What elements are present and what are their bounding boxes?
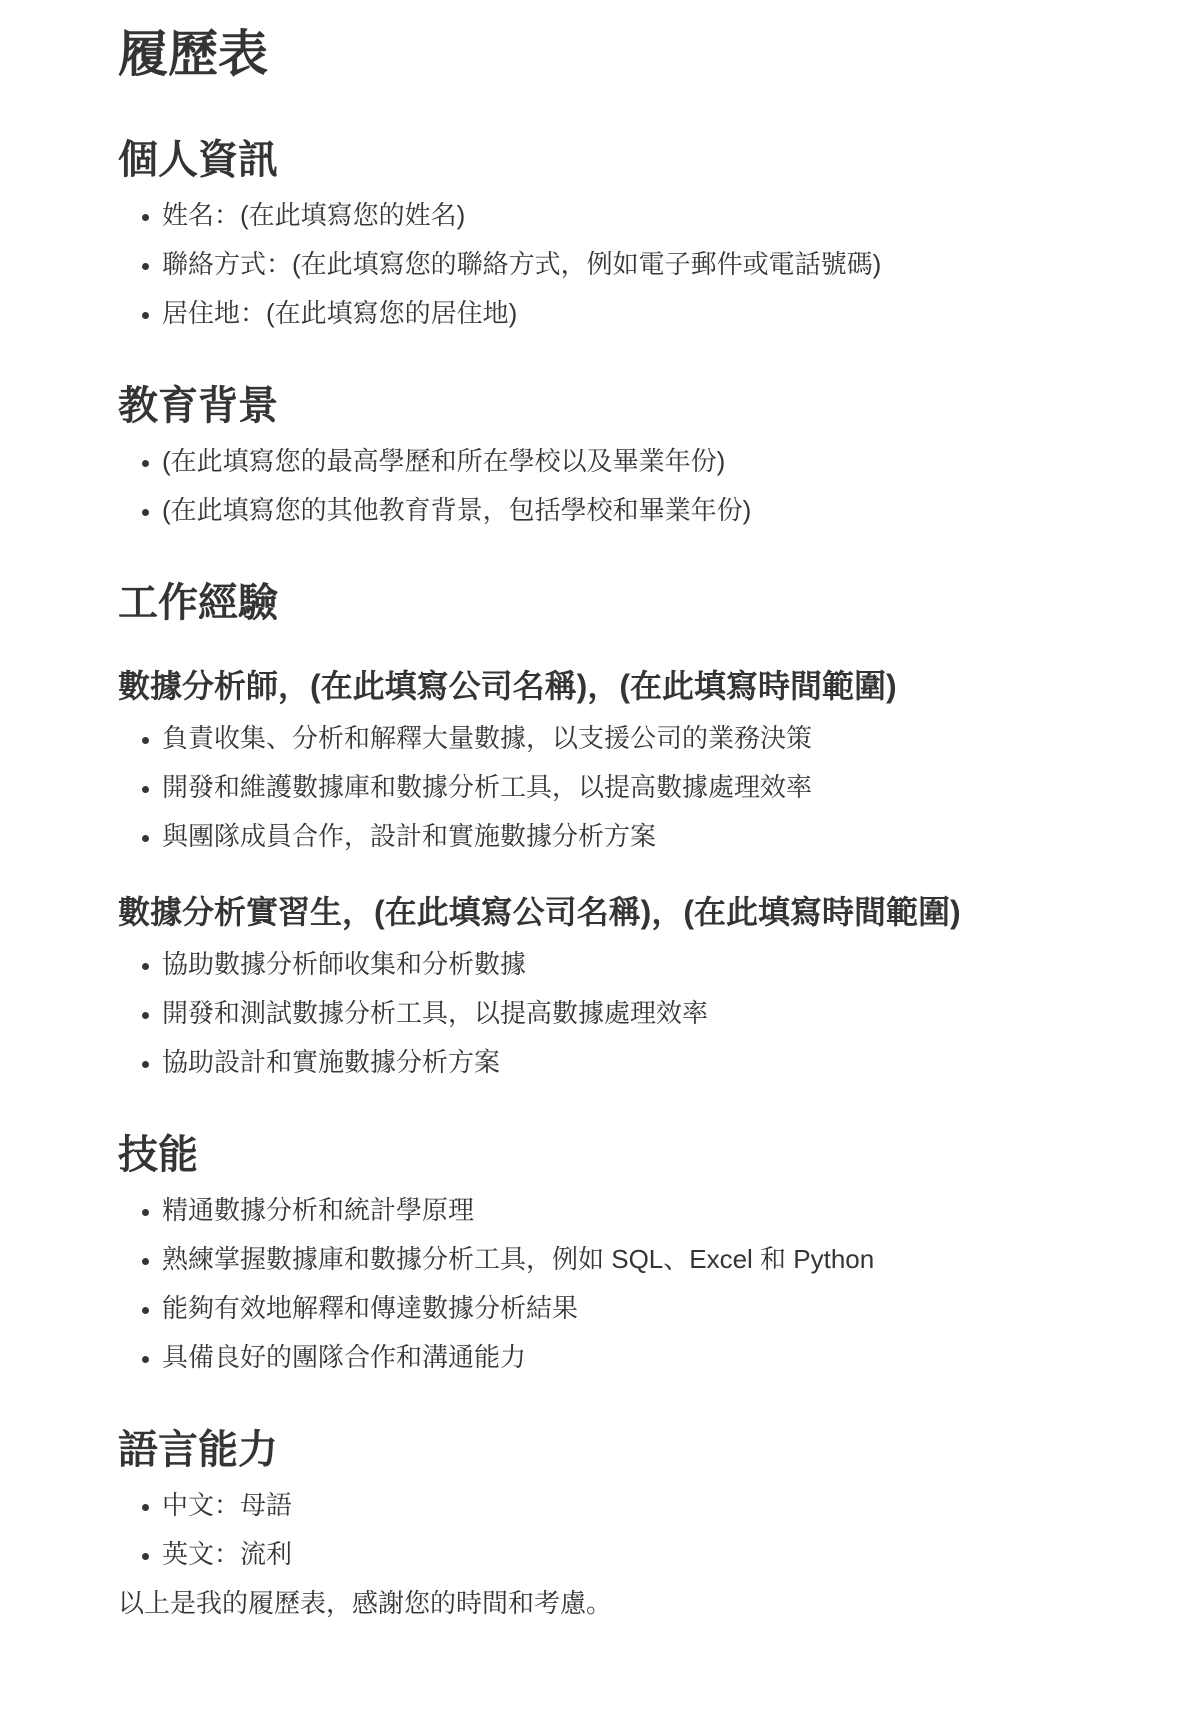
section-heading: 教育背景	[118, 384, 278, 428]
section-heading: 語言能力	[118, 1428, 278, 1472]
list-item: • (在此填寫您的最高學歷和所在學校以及畢業年份)	[162, 444, 1084, 478]
section	[118, 136, 1084, 330]
list-item: • 中文：母語	[162, 1488, 1084, 1522]
section-heading: 技能	[118, 1133, 198, 1177]
job-subheading: 數據分析實習生，(在此填寫公司名稱)，(在此填寫時間範圍)	[118, 894, 961, 930]
section-heading: 個人資訊	[118, 138, 278, 182]
list-item: • 能夠有效地解釋和傳達數據分析結果	[162, 1291, 1084, 1325]
section-heading: 工作經驗	[118, 581, 278, 625]
section	[118, 1131, 1084, 1374]
list-item: • 居住地：(在此填寫您的居住地)	[162, 296, 1084, 330]
section	[118, 1426, 1084, 1571]
job-subheading: 數據分析師，(在此填寫公司名稱)，(在此填寫時間範圍)	[118, 668, 897, 704]
page-title: 履歷表	[118, 26, 268, 82]
bullet-list	[118, 721, 1084, 853]
list-item: • 姓名：(在此填寫您的姓名)	[162, 198, 1084, 232]
list-item: • 開發和維護數據庫和數據分析工具，以提高數據處理效率	[162, 770, 1084, 804]
list-item: • 協助設計和實施數據分析方案	[162, 1045, 1084, 1079]
list-item: • 協助數據分析師收集和分析數據	[162, 947, 1084, 981]
list-item: • 精通數據分析和統計學原理	[162, 1193, 1084, 1227]
list-item: • 熟練掌握數據庫和數據分析工具，例如 SQL、Excel 和 Python	[162, 1242, 1084, 1276]
list-item: • 開發和測試數據分析工具，以提高數據處理效率	[162, 996, 1084, 1030]
list-item: • 與團隊成員合作，設計和實施數據分析方案	[162, 819, 1084, 853]
bullet-list	[118, 947, 1084, 1079]
list-item: • 具備良好的團隊合作和溝通能力	[162, 1340, 1084, 1374]
bullet-list	[118, 444, 1084, 527]
section	[118, 579, 1084, 1079]
closing-paragraph: 以上是我的履歷表，感謝您的時間和考慮。	[118, 1588, 613, 1618]
sections-container	[118, 136, 1084, 1571]
bullet-list	[118, 1488, 1084, 1571]
list-item: • (在此填寫您的其他教育背景，包括學校和畢業年份)	[162, 493, 1084, 527]
list-item: • 負責收集、分析和解釋大量數據，以支援公司的業務決策	[162, 721, 1084, 755]
list-item: • 英文：流利	[162, 1537, 1084, 1571]
section	[118, 382, 1084, 527]
bullet-list	[118, 1193, 1084, 1374]
list-item: • 聯絡方式：(在此填寫您的聯絡方式，例如電子郵件或電話號碼)	[162, 247, 1084, 281]
bullet-list	[118, 198, 1084, 330]
